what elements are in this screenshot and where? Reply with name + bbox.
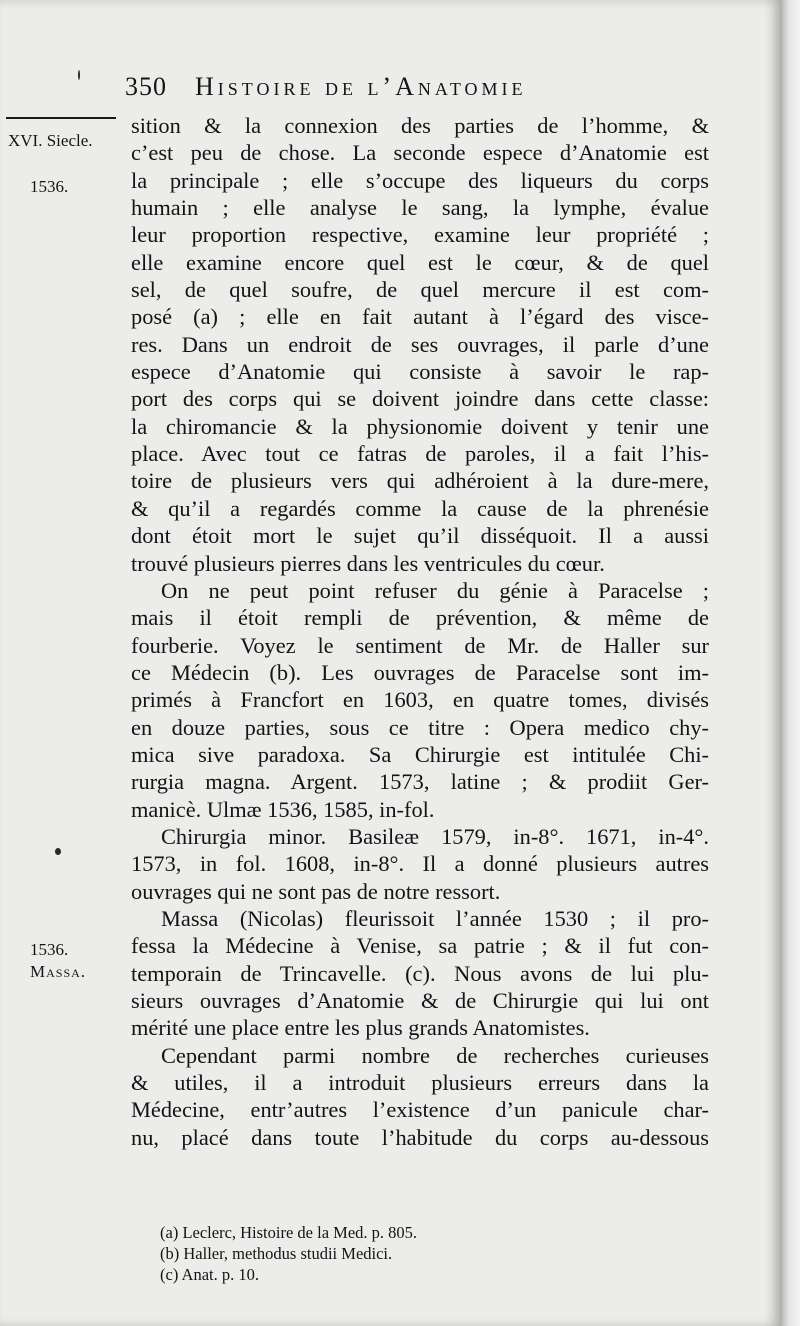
text-line: place. Avec tout ce fatras de paroles, il a fait l’his- bbox=[131, 441, 709, 467]
text-line: trouvé plusieurs pierres dans les ventricules du cœur. bbox=[131, 550, 605, 576]
footnote: (b) Haller, methodus studii Medici. bbox=[160, 1244, 393, 1263]
text-line: & qu’il a regardés comme la cause de la phrenésie bbox=[131, 495, 709, 521]
text-line: On ne peut point refuser du génie à Paracelse ; bbox=[161, 577, 709, 603]
text-line: mérité une place entre les plus grands Anatomistes. bbox=[131, 1015, 590, 1041]
text-line: c’est peu de chose. La seconde espece d’Anatomie est bbox=[131, 140, 709, 166]
ink-speck bbox=[55, 848, 61, 855]
header-rule bbox=[6, 117, 116, 119]
text-line: fourberie. Voyez le sentiment de Mr. de Haller sur bbox=[131, 632, 709, 658]
text-line: manicè. Ulmæ 1536, 1585, in-fol. bbox=[131, 796, 435, 822]
text-line: Chirurgia minor. Basileæ 1579, in-8°. 1671, in-4°. bbox=[161, 823, 709, 849]
text-line: ouvrages qui ne sont pas de notre ressort. bbox=[131, 878, 501, 904]
text-line: sel, de quel soufre, de quel mercure il est com- bbox=[131, 277, 709, 303]
text-line: dont étoit mort le sujet qu’il disséquoit. Il a aussi bbox=[131, 523, 709, 549]
text-line: Médecine, entr’autres l’existence d’un panicule char- bbox=[131, 1097, 709, 1123]
text-line: & utiles, il a introduit plusieurs erreurs dans la bbox=[131, 1070, 709, 1096]
text-line: rurgia magna. Argent. 1573, latine ; & prodiit Ger- bbox=[131, 769, 709, 795]
text-line: la principale ; elle s’occupe des liqueurs du corps bbox=[131, 167, 709, 193]
text-line: ce Médecin (b). Les ouvrages de Paracelse sont im- bbox=[131, 659, 709, 685]
text-line: sition & la connexion des parties de l’homme, & bbox=[131, 113, 709, 138]
margin-note-year: 1536. bbox=[30, 177, 69, 196]
page-edge bbox=[782, 0, 800, 1326]
text-line: primés à Francfort en 1603, en quatre tomes, divisés bbox=[131, 687, 709, 713]
text-line: humain ; elle analyse le sang, la lymphe, évalue bbox=[131, 195, 709, 221]
text-line: espece d’Anatomie qui consiste à savoir le rap- bbox=[131, 359, 709, 385]
page-shadow bbox=[764, 0, 784, 1326]
margin-note-name: Massa. bbox=[30, 962, 87, 981]
text-line: la chiromancie & la physionomie doivent y tenir une bbox=[131, 413, 709, 439]
text-line: port des corps qui se doivent joindre dans cette classe: bbox=[131, 386, 709, 412]
ink-speck bbox=[78, 70, 80, 80]
text-line: temporain de Trincavelle. (c). Nous avons de lui plu- bbox=[131, 960, 709, 986]
footnote: (c) Anat. p. 10. bbox=[160, 1265, 259, 1284]
text-line: elle examine encore quel est le cœur, & de quel bbox=[131, 249, 709, 275]
text-line: res. Dans un endroit de ses ouvrages, il parle d’une bbox=[131, 331, 709, 357]
text-line: posé (a) ; elle en fait autant à l’égard des visce- bbox=[131, 304, 709, 330]
body-text bbox=[131, 112, 709, 1151]
text-line: toire de plusieurs vers qui adhéroient à la dure-mere, bbox=[131, 468, 709, 494]
running-title: Histoire de l’Anatomie bbox=[195, 72, 527, 101]
text-line: Cependant parmi nombre de recherches curieuses bbox=[161, 1042, 709, 1068]
text-line: leur proportion respective, examine leur propriété ; bbox=[131, 222, 709, 248]
text-line: mica sive paradoxa. Sa Chirurgie est intitulée Chi- bbox=[131, 741, 709, 767]
text-line: en douze parties, sous ce titre : Opera medico chy- bbox=[131, 714, 709, 740]
footnotes bbox=[160, 1222, 560, 1285]
text-line: nu, placé dans toute l’habitude du corps au-dessous bbox=[131, 1124, 709, 1150]
text-line: fessa la Médecine à Venise, sa patrie ; & il fut con- bbox=[131, 933, 709, 959]
text-line: Massa (Nicolas) fleurissoit l’année 1530 ; il pro- bbox=[161, 905, 709, 931]
running-header bbox=[125, 72, 725, 108]
text-line: sieurs ouvrages d’Anatomie & de Chirurgie qui lui ont bbox=[131, 988, 709, 1013]
text-line: mais il étoit rempli de prévention, & même de bbox=[131, 605, 709, 631]
footnote: (a) Leclerc, Histoire de la Med. p. 805. bbox=[160, 1223, 418, 1242]
page-number: 350 bbox=[125, 72, 167, 101]
margin-note-year: 1536. bbox=[30, 940, 69, 959]
text-line: 1573, in fol. 1608, in-8°. Il a donné plusieurs autres bbox=[131, 851, 709, 877]
margin-note-century: XVI. Siecle. bbox=[8, 131, 93, 150]
